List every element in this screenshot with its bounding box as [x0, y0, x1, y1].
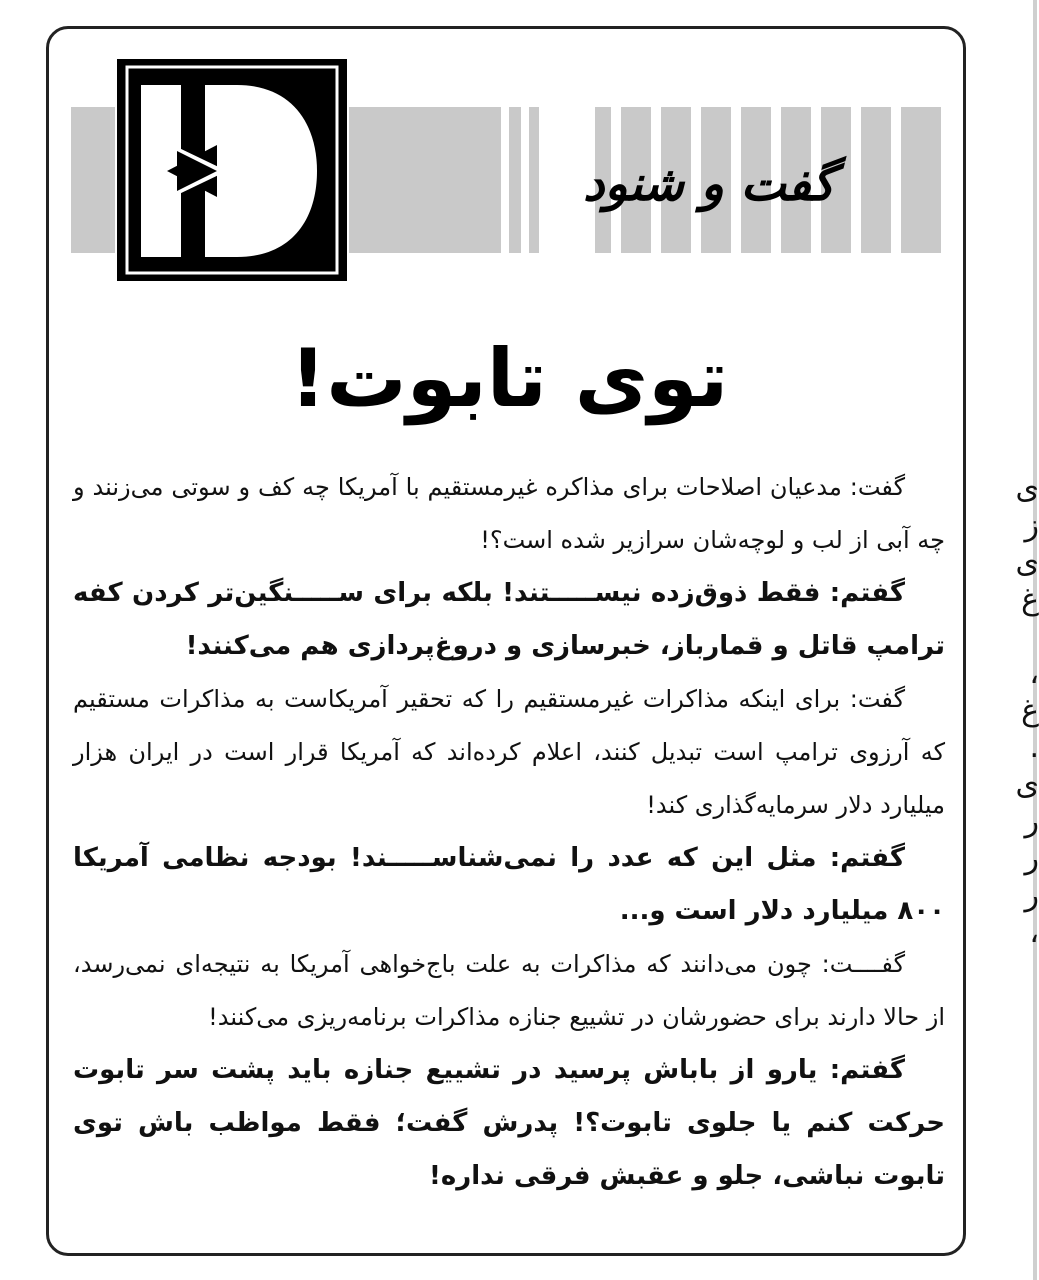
paragraph-said: گفت: برای اینکه مذاکرات غیرمستقیم را که تحقیر آمریکاست به مذاکرات مستقیم که آرزوی ترامپ است تبدیل کنند، اعلام کرده‌اند که آمریکا قرار است در ایران هزار میلیارد دلار سرمایه‌گذاری کند! — [73, 685, 945, 819]
paragraph-said: گفــــت: چون می‌دانند که مذاکرات به علت باج‌خواهی آمریکا به نتیجه‌ای نمی‌رسد، از حالا دارند برای حضورشان در تشییع جنازه مذاکرات برنامه‌ریزی می‌کنند! — [73, 950, 945, 1031]
adjacent-column-fragments: ی ز ی غ ، غ . ی ر ر ر ، — [1015, 471, 1039, 950]
paragraph-reply: گفتم: مثل این که عدد را نمی‌شناســـــند! بودجه نظامی آمریکا ۸۰۰ میلیارد دلار است و... — [73, 843, 945, 926]
column-logo — [117, 59, 347, 281]
paragraph-reply: گفتم: فقط ذوق‌زده نیســـــتند! بلکه برای ســـــنگین‌تر کردن کفه ترامپ قاتل و قمارباز، خبرسازی و دروغ‌پردازی هم می‌کنند! — [73, 578, 945, 661]
section-title: گفت و شنود — [583, 156, 835, 212]
headline: توی تابوت! — [289, 332, 729, 425]
column-frame — [46, 26, 966, 1256]
paragraph-said: گفت: مدعیان اصلاحات برای مذاکره غیرمستقیم با آمریکا چه کف و سوتی می‌زنند و چه آبی از لب و لوچه‌شان سرازیر شده است؟! — [73, 473, 945, 554]
article-body — [73, 461, 945, 1203]
paragraph-reply: گفتم: یارو از باباش پرسید در تشییع جنازه باید پشت سر تابوت حرکت کنم یا جلوی تابوت؟! پدرش گفت؛ فقط مواظب باش توی تابوت نباشی، جلو و عقبش فرقی نداره! — [73, 1055, 945, 1191]
